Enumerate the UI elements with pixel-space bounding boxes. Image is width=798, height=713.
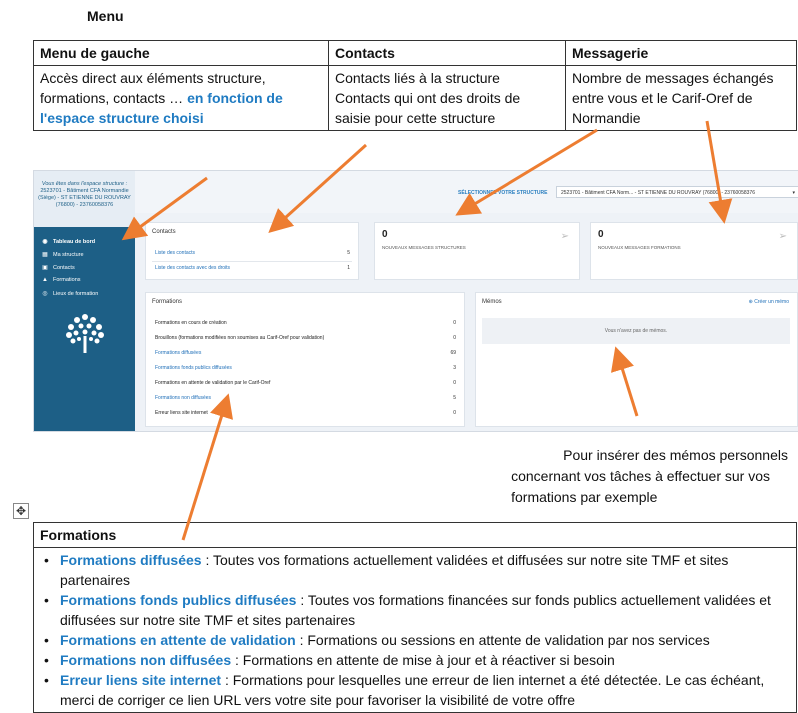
header-messagerie: Messagerie bbox=[566, 41, 797, 66]
dashboard-icon: ◉ bbox=[42, 239, 48, 245]
memo-note: Pour insérer des mémos personnels concernant vos tâches à effectuer sur vos formations par exemple bbox=[511, 447, 788, 505]
menu-title: Menu bbox=[87, 8, 124, 24]
formations-row-count: 3 bbox=[453, 365, 456, 371]
formations-card-title: Formations bbox=[152, 299, 183, 305]
header-menu-gauche: Menu de gauche bbox=[34, 41, 329, 66]
formations-row-count: 0 bbox=[453, 335, 456, 341]
messagerie-desc: Nombre de messages échangés entre vous et le Carif-Oref de Normandie bbox=[566, 66, 797, 131]
messages-structures-count: 0 bbox=[382, 229, 388, 240]
top-bar bbox=[135, 171, 798, 213]
structure-select-label: SÉLECTIONNEZ VOTRE STRUCTURE bbox=[458, 190, 548, 196]
sidebar-item-lieux[interactable]: ◎ Lieux de formation bbox=[42, 291, 99, 297]
espace-highlight: en fonction de l'espace structure choisi bbox=[40, 90, 283, 126]
formations-row-count: 0 bbox=[453, 380, 456, 386]
building-icon: ▦ bbox=[42, 252, 48, 258]
formations-row-brouillons: Brouillons (formations modifiées non soumises au Carif-Oref pour validation) bbox=[155, 335, 325, 341]
contacts-icon: ▣ bbox=[42, 265, 48, 271]
formations-diffusees-link[interactable]: Formations diffusées bbox=[155, 350, 202, 356]
sidebar-item-dashboard[interactable]: ◉ Tableau de bord bbox=[42, 239, 96, 245]
app-screenshot bbox=[33, 170, 798, 432]
menu-gauche-desc: Accès direct aux éléments structure, formations, contacts … en fonction de l'espace structure choisi bbox=[34, 66, 329, 131]
send-icon: ➢ bbox=[778, 231, 787, 242]
messages-formations-caption: NOUVEAUX MESSAGES FORMATIONS bbox=[598, 245, 681, 250]
formations-card bbox=[145, 292, 465, 427]
sidebar-item-formations[interactable]: ▲ Formations bbox=[42, 277, 81, 283]
formations-fonds-publics-link[interactable]: Formations fonds publics diffusées bbox=[155, 365, 232, 371]
list-item: • Formations en attente de validation : Formations ou sessions en attente de validation par nos services bbox=[54, 630, 790, 650]
formations-row-count: 69 bbox=[450, 350, 456, 356]
messages-formations-card[interactable] bbox=[590, 222, 798, 280]
formations-row-count: 0 bbox=[453, 320, 456, 326]
formations-row-creation: Formations en cours de création bbox=[155, 320, 227, 326]
formations-row-attente: Formations en attente de validation par le Carif-Oref bbox=[155, 380, 271, 386]
logo-tree-icon bbox=[64, 311, 106, 355]
memos-card-title: Mémos bbox=[482, 299, 502, 305]
graduation-cap-icon: ▲ bbox=[42, 277, 48, 283]
create-memo-button[interactable]: ⊕ Créer un mémo bbox=[748, 299, 789, 305]
contacts-card bbox=[145, 222, 359, 280]
formations-row-count: 0 bbox=[453, 410, 456, 416]
formations-table-body bbox=[34, 548, 797, 713]
send-icon: ➢ bbox=[560, 231, 569, 242]
chevron-down-icon: ▾ bbox=[792, 190, 795, 196]
messages-structures-card[interactable] bbox=[374, 222, 580, 280]
contacts-count: 5 bbox=[347, 250, 350, 256]
formations-row-count: 5 bbox=[453, 395, 456, 401]
sidebar-item-structure[interactable]: ▦ Ma structure bbox=[42, 252, 84, 258]
memos-empty-state: Vous n'avez pas de mémos. bbox=[482, 318, 790, 344]
contacts-desc: Contacts liés à la structure Contacts qui ont des droits de saisie pour cette structure bbox=[329, 66, 566, 131]
plus-circle-icon: ⊕ bbox=[748, 299, 755, 305]
header-contacts: Contacts bbox=[329, 41, 566, 66]
formations-table-header: Formations bbox=[34, 523, 797, 548]
formations-table bbox=[33, 522, 797, 713]
contacts-rights-count: 1 bbox=[347, 265, 350, 271]
messages-structures-caption: NOUVEAUX MESSAGES STRUCTURES bbox=[382, 245, 466, 250]
move-handle-icon[interactable]: ✥ bbox=[13, 503, 29, 519]
contacts-list-link[interactable]: Liste des contacts bbox=[155, 250, 196, 256]
sidebar bbox=[34, 171, 135, 431]
sidebar-item-contacts[interactable]: ▣ Contacts bbox=[42, 265, 75, 271]
structure-select[interactable]: 2523701 - Bâtiment CFA Norm... - ST ETIENNE DU ROUVRAY (76800) - 23760058376 ▾ bbox=[556, 186, 798, 198]
contacts-card-title: Contacts bbox=[152, 229, 176, 235]
list-item: • Formations non diffusées : Formations en attente de mise à jour et à réactiver si besoin bbox=[54, 650, 790, 670]
menu-table bbox=[33, 40, 797, 131]
memos-card bbox=[475, 292, 798, 427]
structure-header: Vous êtes dans l'espace structure : 2523701 - Bâtiment CFA Normandie (Siège) - ST ETIENNE DU ROUVRAY (76800) - 23760058376 bbox=[34, 171, 135, 227]
list-item: • Formations fonds publics diffusées : Toutes vos formations financées sur fonds publics actuellement validées et diffusées sur notre site TMF et sites partenaires bbox=[54, 590, 790, 630]
formations-row-erreur: Erreur liens site internet bbox=[155, 410, 208, 416]
list-item: • Erreur liens site internet : Formations pour lesquelles une erreur de lien internet a été détectée. Le cas échéant, merci de corriger ce lien URL vers votre site pour favoriser la visibilité de votre offre bbox=[54, 670, 790, 710]
divider bbox=[152, 261, 352, 262]
list-item: • Formations diffusées : Toutes vos formations actuellement validées et diffusées sur notre site TMF et sites partenaires bbox=[54, 550, 790, 590]
messages-formations-count: 0 bbox=[598, 229, 604, 240]
contacts-rights-link[interactable]: Liste des contacts avec des droits bbox=[155, 265, 231, 271]
location-icon: ◎ bbox=[42, 291, 48, 297]
formations-non-diffusees-link[interactable]: Formations non diffusées bbox=[155, 395, 212, 401]
